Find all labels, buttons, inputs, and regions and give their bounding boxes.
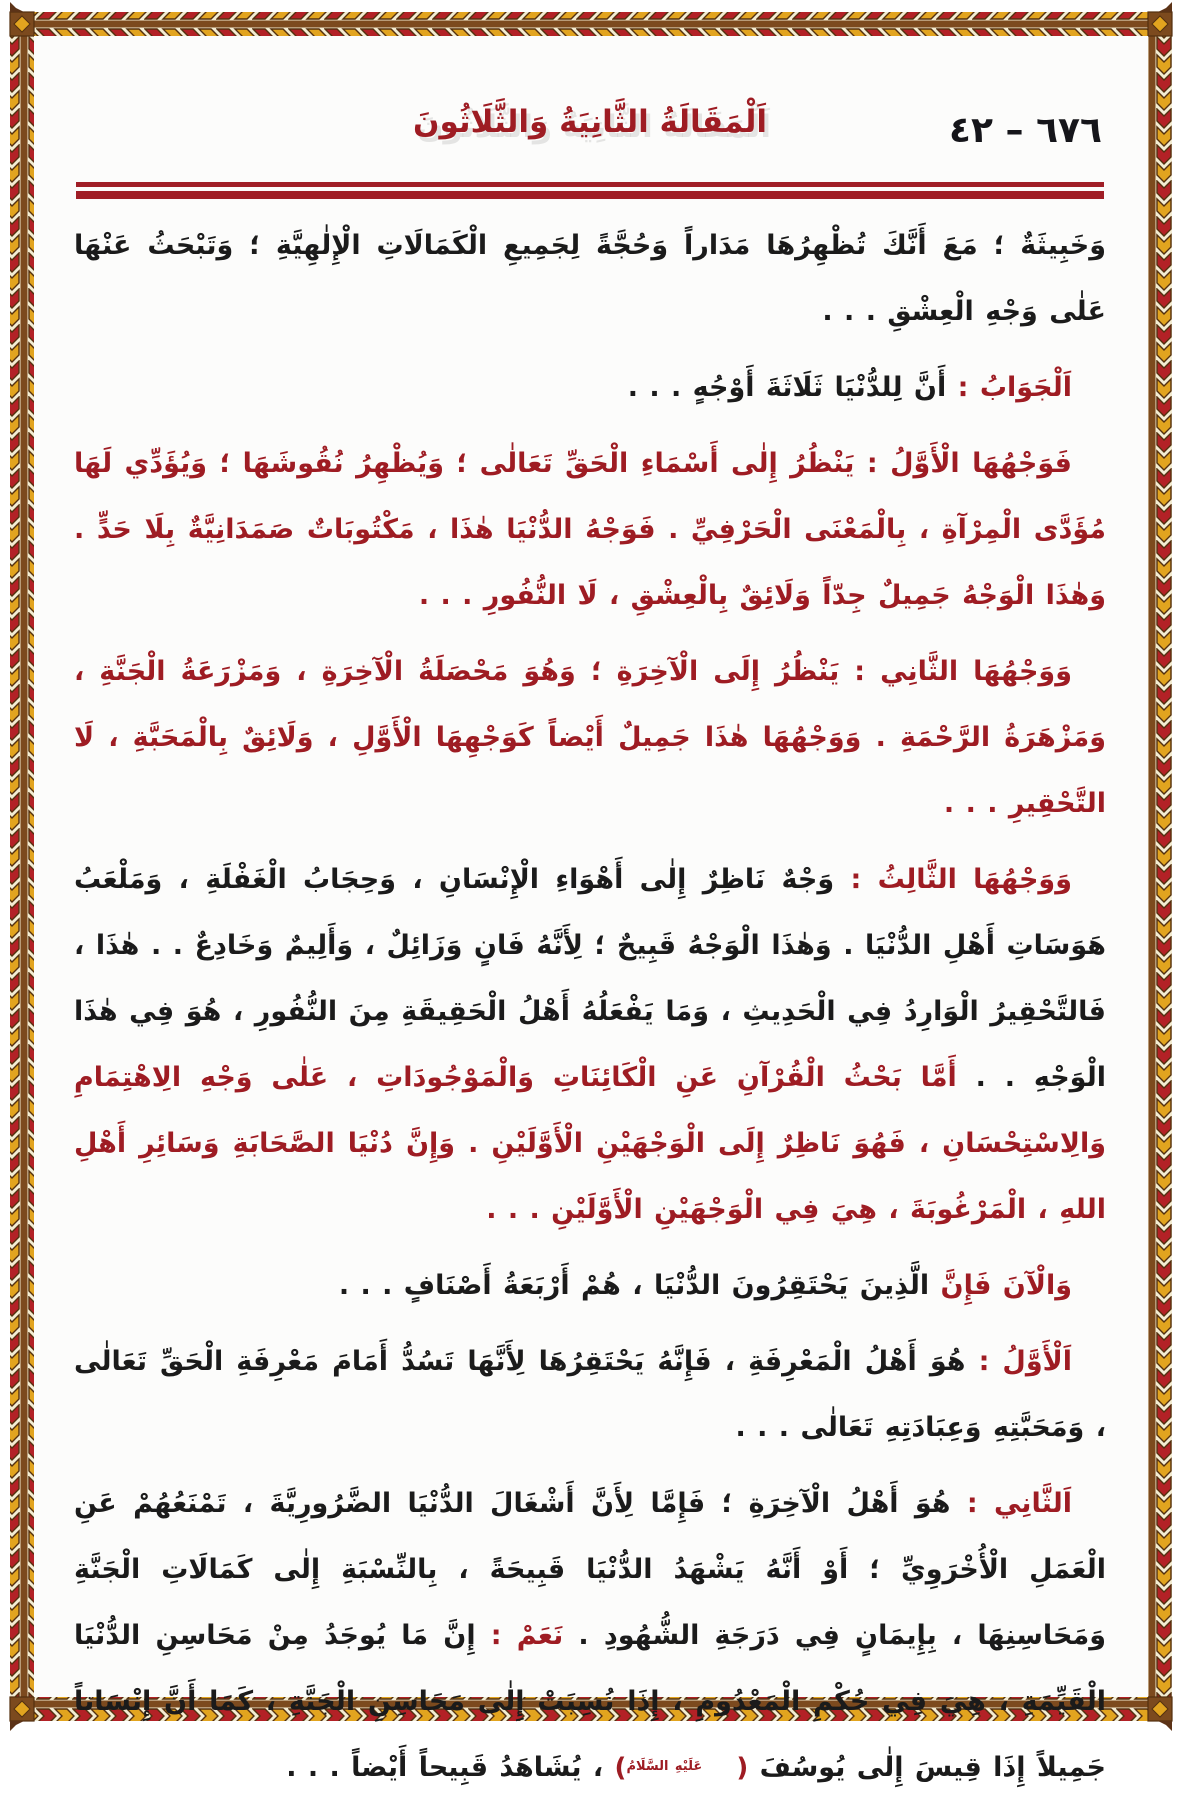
text-segment: ، يُشَاهَدُ قَبِيحاً أَيْضاً . . . — [286, 1752, 615, 1783]
text-segment: أَمَّا بَحْثُ الْقُرْآنِ عَنِ الْكَائِنَاتِ وَالْمَوْجُودَاتِ ، عَلٰى وَجْهِ الِاهْتِمَامِ وَالِاسْتِحْسَانِ ، فَهُوَ نَاظِرٌ إِلَى الْوَجْهَيْنِ الْأَوَّلَيْنِ . وَإِنَّ دُنْيَا الصَّحَابَةِ وَسَائِرِ أَهْلِ اللهِ ، الْمَرْغُوبَةَ ، هِيَ فِي الْوَجْهَيْنِ الْأَوَّلَيْنِ . . . — [74, 1062, 1106, 1225]
paragraph — [74, 1471, 1106, 1806]
text-segment: الَّذِينَ يَحْتَقِرُونَ الدُّنْيَا ، هُمْ أَرْبَعَةُ أَصْنَافٍ . . . — [338, 1270, 930, 1301]
text-segment: وَوَجْهُهَا الثَّالِثُ : — [834, 864, 1072, 895]
text-segment: اَلثَّانِي : — [950, 1488, 1072, 1519]
text-segment: نَعَمْ : — [475, 1620, 564, 1651]
body-text — [74, 213, 1106, 1806]
text-segment: هُوَ أَهْلُ الْمَعْرِفَةِ ، فَإِنَّهُ يَحْتَقِرُهَا لِأَنَّهَا تَسُدُّ أَمَامَ مَعْرِفَةِ الْحَقِّ تَعَالٰى ، وَمَحَبَّتِهِ وَعِبَادَتِهِ تَعَالٰى . . . — [74, 1346, 1106, 1443]
text-segment: وَالْآنَ فَإِنَّ — [929, 1270, 1072, 1301]
text-segment: اَلْجَوَابُ : — [946, 372, 1072, 403]
text-segment: وَخَبِيثَةٌ ؛ مَعَ أَنَّكَ تُظْهِرُهَا مَدَاراً وَحُجَّةً لِجَمِيعِ الْكَمَالَاتِ الْإِلٰهِيَّةِ ؛ وَتَبْحَثُ عَنْهَا عَلٰى وَجْهِ الْعِشْقِ . . . — [74, 230, 1106, 327]
text-segment: إِنَّ مَا يُوجَدُ مِنْ مَحَاسِنِ الدُّنْيَا الْقَيِّمَةِ ، هِيَ فِي حُكْمِ الْمَعْدُومِ ، إِذَا نُسِبَتْ إِلٰى مَحَاسِنِ الْجَنَّةِ ، كَمَا أَنَّ إِنْسَاناً جَمِيلاً إِذَا قِيسَ إِلٰى يُوسُفَ — [74, 1620, 1106, 1783]
paragraph — [74, 847, 1106, 1243]
page-content — [34, 36, 1148, 1783]
page-number: ٦٧٦ – ٤٢ — [949, 110, 1102, 151]
paragraph — [74, 213, 1106, 345]
text-segment: وَوَجْهُهَا الثَّانِي : يَنْظُرُ إِلَى الْآخِرَةِ ؛ وَهُوَ مَحْصَلَةُ الْآخِرَةِ ، وَمَزْرَعَةُ الْجَنَّةِ ، وَمَزْهَرَةُ الرَّحْمَةِ . وَوَجْهُهَا هٰذَا جَمِيلٌ أَيْضاً كَوَجْهِهَا الْأَوَّلِ ، وَلَائِقٌ بِالْمَحَبَّةِ ، لَا التَّحْقِيرِ . . . — [74, 656, 1106, 819]
paragraph — [74, 1253, 1106, 1319]
text-segment: اَلْأَوَّلُ : — [965, 1346, 1072, 1377]
paragraph — [74, 639, 1106, 837]
text-segment: هُوَ أَهْلُ الْآخِرَةِ ؛ فَإِمَّا لِأَنَّ أَشْغَالَ الدُّنْيَا الضَّرُورِيَّةَ ، تَمْنَعُهُمْ عَنِ الْعَمَلِ الْأُخْرَوِيِّ ؛ أَوْ أَنَّهُ يَشْهَدُ الدُّنْيَا قَبِيحَةً ، بِالنِّسْبَةِ إِلٰى كَمَالَاتِ الْجَنَّةِ وَمَحَاسِنِهَا ، بِإِيمَانٍ فِي دَرَجَةِ الشُّهُودِ . — [74, 1488, 1106, 1651]
section-title: اَلْمَقَالَةُ الثَّانِيَةُ وَالثَّلَاثُونَ — [413, 104, 767, 140]
honorific-alayhi-salam: (عَلَيْهِ السَّلَامُ) — [614, 1753, 749, 1783]
text-segment: فَوَجْهُهَا الْأَوَّلُ : يَنْظُرُ إِلٰى أَسْمَاءِ الْحَقِّ تَعَالٰى ؛ وَيُظْهِرُ نُقُوشَهَا ؛ وَيُؤَدِّي لَهَا مُؤَدَّى الْمِرْآةِ ، بِالْمَعْنَى الْحَرْفِيِّ . فَوَجْهُ الدُّنْيَا هٰذَا ، مَكْتُوبَاتٌ صَمَدَانِيَّةٌ بِلَا حَدٍّ . وَهٰذَا الْوَجْهُ جَمِيلٌ جِدّاً وَلَائِقٌ بِالْعِشْقِ ، لَا النُّفُورِ . . . — [74, 448, 1106, 611]
header-rule — [76, 182, 1104, 199]
paragraph — [74, 431, 1106, 629]
header-rule-thick — [76, 191, 1104, 199]
paragraph — [74, 1329, 1106, 1461]
text-segment: وَجْهٌ نَاظِرٌ إِلٰى أَهْوَاءِ الْإِنْسَانِ ، وَحِجَابُ الْغَفْلَةِ ، وَمَلْعَبُ هَوَسَاتِ أَهْلِ الدُّنْيَا . وَهٰذَا الْوَجْهُ قَبِيحٌ ؛ لِأَنَّهُ فَانٍ وَزَائِلٌ ، وَأَلِيمٌ وَخَادِعٌ . . هٰذَا ، فَالتَّحْقِيرُ الْوَارِدُ فِي الْحَدِيثِ ، وَمَا يَفْعَلُهُ أَهْلُ الْحَقِيقَةِ مِنَ النُّفُورِ ، هُوَ فِي هٰذَا الْوَجْهِ . . — [74, 864, 1106, 1093]
paragraph — [74, 355, 1106, 421]
text-segment: أَنَّ لِلدُّنْيَا ثَلَاثَةَ أَوْجُهٍ . . . — [627, 372, 947, 403]
page-header — [74, 82, 1106, 178]
